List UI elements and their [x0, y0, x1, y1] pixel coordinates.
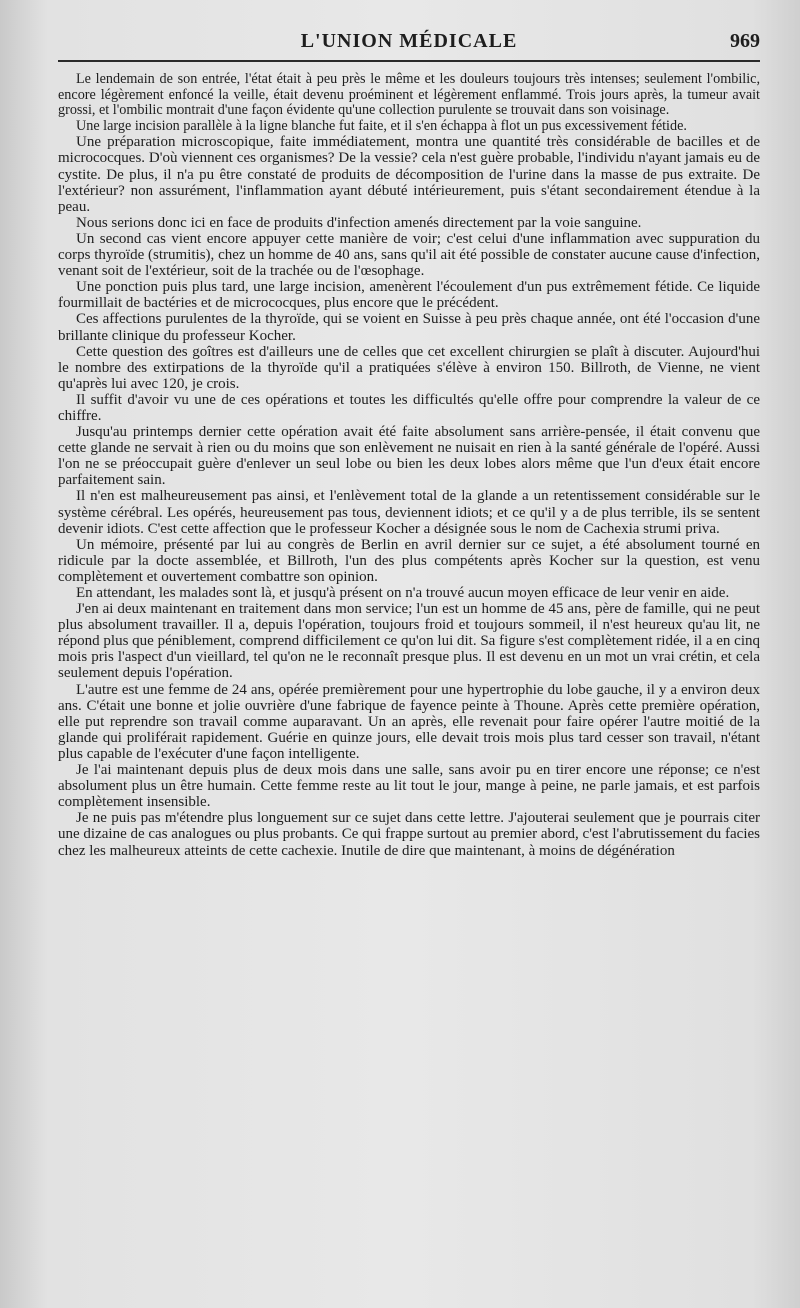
- paragraph: Ces affections purulentes de la thyroïde, qui se voient en Suisse à peu près chaque année, ont été l'occasion d'une brillante clinique du professeur Kocher.: [58, 311, 760, 344]
- paragraph: Il n'en est malheureusement pas ainsi, et l'enlèvement total de la glande a un retentissement considérable sur le système cérébral. Les opérés, heureusement pas tous, deviennent idiots; et ce qu'il y a de plus terrible, ils se sentent devenir idiots. C'est cette affection que le professeur Kocher a désignée sous le nom de Cachexia strumi priva.: [58, 488, 760, 537]
- paragraph: En attendant, les malades sont là, et jusqu'à présent on n'a trouvé aucun moyen efficace de leur venir en aide.: [76, 585, 730, 601]
- paragraph: Un second cas vient encore appuyer cette manière de voir; c'est celui d'une inflammation avec suppuration du corps thyroïde (strumitis), chez un homme de 40 ans, sans qu'il ait été possible de constater aucune cause d'infection, venant soit de l'extérieur, soit de la trachée ou de l'œsophage.: [58, 230, 760, 280]
- paragraph: Je ne puis pas m'étendre plus longuement sur ce sujet dans cette lettre. J'ajouterai seulement que je pourrais citer une dizaine de cas analogues ou plus probants. Ce qui frappe surtout au premier abord, c'est l'abrutissement du facies chez les malheureux atteints de cette cachexie. Inutile de dire que maintenant, à moins de dégénération: [58, 810, 760, 859]
- paragraph: Cette question des goîtres est d'ailleurs une de celles que cet excellent chirurgien se plaît à discuter. Aujourd'hui le nombre des extirpations de la thyroïde qu'il a pratiquées s'élève à environ 150. Billroth, de Vienne, ne vient qu'après lui avec 120, je crois.: [58, 343, 760, 392]
- paragraph: Un mémoire, présenté par lui au congrès de Berlin en avril dernier sur ce sujet, a été absolument tourné en ridicule par la docte assemblée, et Billroth, l'un des plus compétents après Kocher sur la question, est venu complètement et ouvertement combattre son opinion.: [58, 536, 760, 585]
- paragraph: L'autre est une femme de 24 ans, opérée premièrement pour une hypertrophie du lobe gauche, il y a environ deux ans. C'était une bonne et jolie ouvrière d'une fabrique de fayence peinte à Thoune. Après cette première opération, elle put reprendre son travail comme auparavant. Un an après, elle revenait pour faire opérer l'autre moitié de la glande qui proliférait rapidement. Guérie en quinze jours, elle devait trois mois plus tard cesser son travail, n'étant plus capable de l'exécuter d'une façon intelligente.: [58, 681, 760, 762]
- paragraph: Jusqu'au printemps dernier cette opération avait été faite absolument sans arrière-pensée, il était convenu que cette glande ne servait à rien ou du moins que son enlèvement ne nuisait en rien à la santé générale de l'opéré. Aussi l'on ne se préoccupait guère d'enlever un seul lobe ou bien les deux lobes alors même que l'un d'eux était encore parfaitement sain.: [58, 424, 760, 489]
- paragraph: Il suffit d'avoir vu une de ces opérations et toutes les difficultés qu'elle offre pour comprendre la valeur de ce chiffre.: [58, 391, 760, 424]
- paragraph: J'en ai deux maintenant en traitement dans mon service; l'un est un homme de 45 ans, père de famille, qui ne peut plus absolument travailler. Il a, depuis l'opération, toujours froid et toujours sommeil, il n'est heureux qu'au lit, ne répond plus que péniblement, comprend difficilement ce qu'on lui dit. Sa figure s'est complètement ridée, il a en cinq mois pris l'aspect d'un vieillard, tel qu'on ne le reconnaît presque plus. Il est devenu en un mot un vrai crétin, et cela seulement depuis l'opération.: [58, 601, 761, 682]
- paragraph: Une large incision parallèle à la ligne blanche fut faite, et il s'en échappa à flot un pus excessivement fétide.: [76, 117, 687, 134]
- paragraph: Je l'ai maintenant depuis plus de deux mois dans une salle, sans avoir pu en tirer encore une réponse; ce n'est absolument plus un être humain. Cette femme reste au lit tout le jour, mange à peine, ne parle jamais, et est parfois complètement insensible.: [58, 762, 760, 811]
- page-header: [58, 26, 760, 62]
- paragraph: Une ponction puis plus tard, une large incision, amenèrent l'écoulement d'un pus extrêmement fétide. Ce liquide fourmillait de bactéries et de micrococques, plus encore que le précédent.: [58, 279, 760, 312]
- paragraph: Une préparation microscopique, faite immédiatement, montra une quantité très considérable de bacilles et de micrococques. D'où viennent ces organismes? De la vessie? cela n'est guère probable, l'individu n'ayant jamais eu de cystite. De plus, il n'a pu être constaté de produits de décomposition de l'urine dans la masse de pus extraite. De l'extérieur? non assurément, l'inflammation ayant débuté intérieurement, puis s'étant secondairement étendue à la peau.: [58, 134, 760, 215]
- running-title: L'UNION MÉDICALE: [300, 30, 518, 52]
- article-body: [58, 62, 760, 859]
- page-number: 969: [730, 30, 760, 52]
- paragraph: Nous serions donc ici en face de produits d'infection amenés directement par la voie sanguine.: [76, 214, 642, 231]
- paragraph: Le lendemain de son entrée, l'état était à peu près le même et les douleurs toujours très intenses; seulement l'ombilic, encore légèrement enfoncé la veille, était devenu proéminent et légèrement enflammé. Trois jours après, la tumeur avait grossi, et l'ombilic montrait d'une façon évidente qu'une collection purulente se trouvait dans son voisinage.: [58, 71, 760, 119]
